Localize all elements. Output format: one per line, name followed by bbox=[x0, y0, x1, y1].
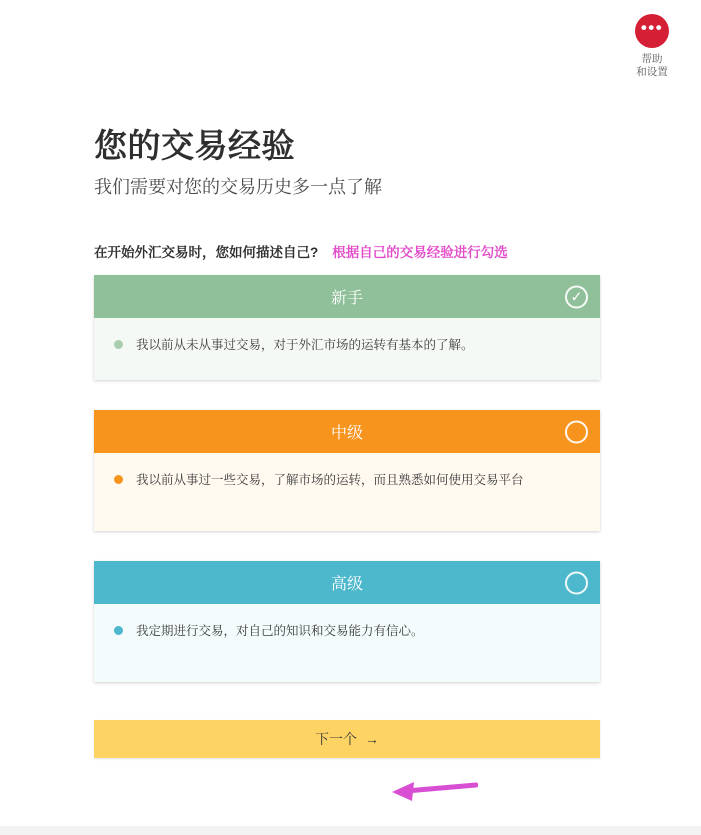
next-button[interactable] bbox=[94, 720, 600, 758]
radio-beginner-icon[interactable] bbox=[565, 285, 588, 308]
bottom-strip bbox=[0, 826, 701, 835]
bullet-icon bbox=[114, 340, 123, 349]
help-label bbox=[621, 53, 683, 79]
option-description-beginner: 我以前从未从事过交易，对于外汇市场的运转有基本的了解。 bbox=[136, 338, 474, 352]
question-note: 根据自己的交易经验进行勾选 bbox=[332, 245, 508, 260]
arrow-right-icon: → bbox=[365, 731, 379, 747]
ellipsis-icon: ••• bbox=[640, 17, 664, 37]
option-description-advanced: 我定期进行交易，对自己的知识和交易能力有信心。 bbox=[136, 624, 424, 638]
option-header-advanced[interactable] bbox=[94, 561, 600, 604]
page-title: 您的交易经验 bbox=[94, 127, 295, 164]
option-title-advanced: 高级 bbox=[330, 576, 363, 593]
page-subtitle: 我们需要对您的交易历史多一点了解 bbox=[94, 177, 382, 197]
option-body-beginner bbox=[94, 318, 600, 380]
option-title-beginner: 新手 bbox=[330, 290, 363, 307]
radio-advanced-icon[interactable] bbox=[565, 571, 588, 594]
help-label-line2: 和设置 bbox=[636, 66, 668, 78]
option-title-intermediate: 中级 bbox=[330, 425, 363, 442]
bullet-icon bbox=[114, 626, 123, 635]
option-body-advanced bbox=[94, 604, 600, 682]
option-card-beginner[interactable] bbox=[94, 275, 600, 380]
option-card-intermediate[interactable] bbox=[94, 410, 600, 531]
annotation-arrow-icon bbox=[388, 777, 478, 807]
option-body-intermediate bbox=[94, 453, 600, 531]
radio-intermediate-icon[interactable] bbox=[565, 420, 588, 443]
question-label: 在开始外汇交易时，您如何描述自己? bbox=[94, 245, 319, 260]
option-header-beginner[interactable] bbox=[94, 275, 600, 318]
question-row bbox=[94, 241, 606, 261]
option-description-intermediate: 我以前从事过一些交易，了解市场的运转，而且熟悉如何使用交易平台 bbox=[136, 473, 524, 487]
option-card-advanced[interactable] bbox=[94, 561, 600, 682]
main-content bbox=[94, 120, 606, 758]
next-button-label: 下一个 bbox=[315, 731, 357, 747]
check-icon: ✓ bbox=[570, 288, 583, 305]
option-header-intermediate[interactable] bbox=[94, 410, 600, 453]
help-and-settings-widget[interactable] bbox=[621, 14, 683, 79]
help-button[interactable] bbox=[635, 14, 669, 48]
bullet-icon bbox=[114, 475, 123, 484]
help-label-line1: 帮助 bbox=[641, 53, 663, 65]
